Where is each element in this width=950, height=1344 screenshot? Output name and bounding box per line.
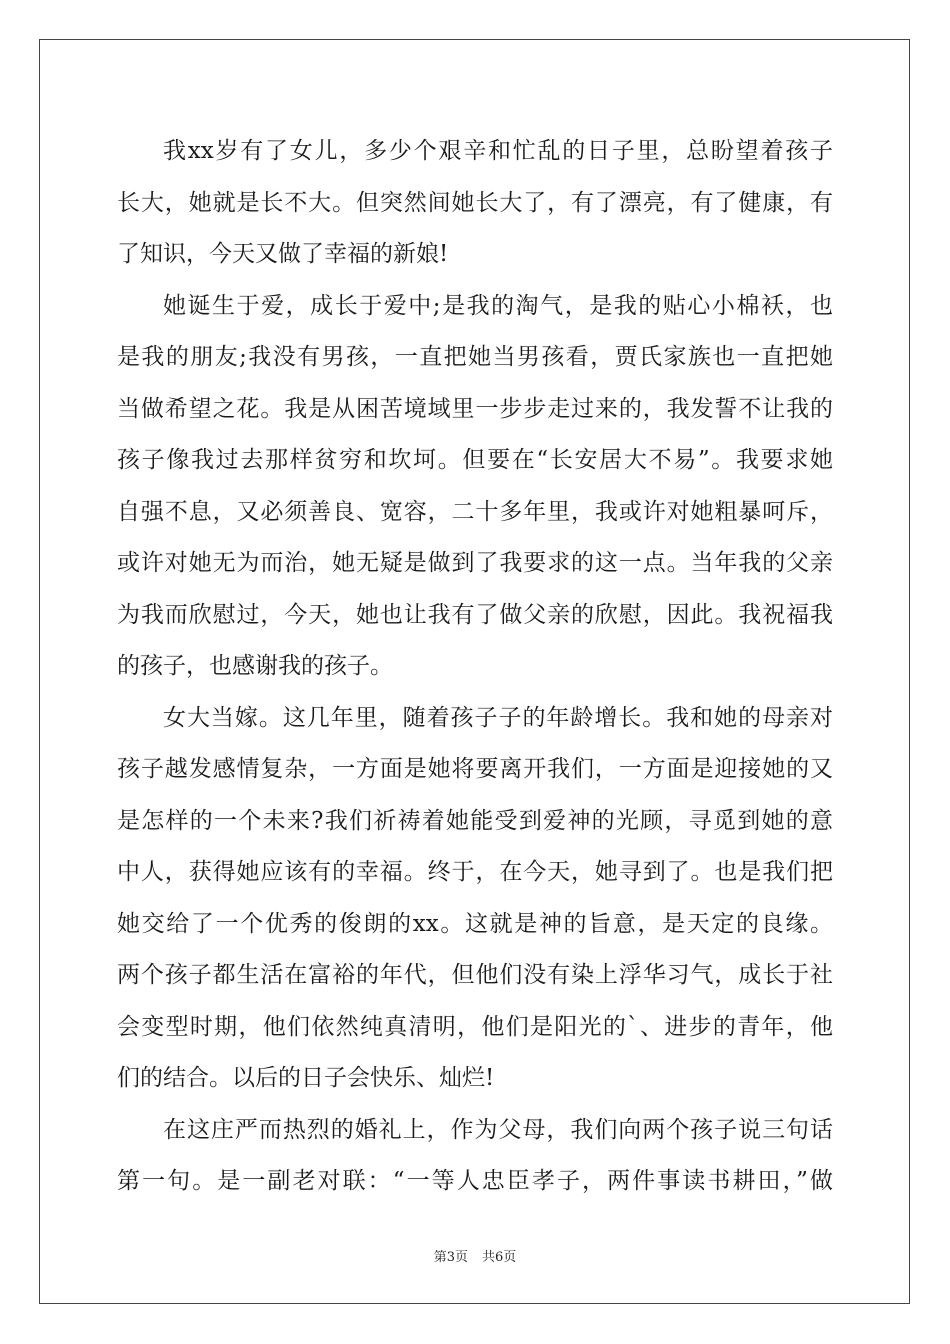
paragraph-3-line-3: 是怎样的一个未来?我们祈祷着她能受到爱神的光顾，寻觅到她的意: [117, 807, 833, 834]
paragraph-3-line-7: 会变型时期，他们依然纯真清明，他们是阳光的`、进步的青年，他: [117, 1013, 833, 1040]
paragraph-4-line-2: 第一句。是一副老对联：“一等人忠臣孝子，两件事读书耕田，”做: [117, 1168, 833, 1194]
paragraph-2-line-7: 为我而欣慰过，今天，她也让我有了做父亲的欣慰，因此。我祝福我: [117, 601, 833, 628]
paragraph-2-line-5: 自强不息，又必须善良、宽容，二十多年里，我或许对她粗暴呵斥，: [117, 498, 833, 525]
page-total: 共6页: [482, 1250, 517, 1265]
paragraph-2-line-2: 是我的朋友;我没有男孩，一直把她当男孩看，贾氏家族也一直把她: [117, 344, 833, 370]
paragraph-4-line-1: 在这庄严而热烈的婚礼上，作为父母，我们向两个孩子说三句话: [163, 1116, 833, 1143]
paragraph-2-line-3: 当做希望之花。我是从困苦境域里一步步走过来的，我发誓不让我的: [117, 395, 833, 422]
paragraph-1-line-2: 长大，她就是长不大。但突然间她长大了，有了漂亮，有了健康，有: [117, 189, 833, 216]
paragraph-3-line-6: 两个孩子都生活在富裕的年代，但他们没有染上浮华习气，成长于社: [117, 962, 833, 988]
paragraph-2-line-1: 她诞生于爱，成长于爱中;是我的淘气，是我的贴心小棉袄，也: [163, 292, 833, 319]
paragraph-2-line-8: 的孩子，也感谢我的孩子。: [117, 653, 393, 679]
page-number: 第3页: [433, 1250, 468, 1265]
document-body: [117, 126, 833, 1208]
paragraph-3-line-1: 女大当嫁。这几年里，随着孩子子的年龄增长。我和她的母亲对: [163, 704, 833, 731]
paragraph-1-line-1: 我xx岁有了女儿，多少个艰辛和忙乱的日子里，总盼望着孩子: [163, 138, 833, 164]
paragraph-2-line-6: 或许对她无为而治，她无疑是做到了我要求的这一点。当年我的父亲: [117, 550, 833, 576]
paragraph-2-line-4: 孩子像我过去那样贫穷和坎坷。但要在“长安居大不易”。我要求她: [117, 447, 833, 473]
paragraph-3-line-2: 孩子越发感情复杂，一方面是她将要离开我们，一方面是迎接她的又: [117, 756, 833, 782]
paragraph-3-line-8: 们的结合。以后的日子会快乐、灿烂!: [117, 1065, 495, 1091]
page-footer: [0, 1246, 950, 1265]
paragraph-1-line-3: 了知识，今天又做了幸福的新娘!: [117, 241, 449, 267]
paragraph-3-line-5: 她交给了一个优秀的俊朗的xx。这就是神的旨意，是天定的良缘。: [117, 910, 833, 937]
paragraph-3-line-4: 中人，获得她应该有的幸福。终于，在今天，她寻到了。也是我们把: [117, 859, 833, 885]
